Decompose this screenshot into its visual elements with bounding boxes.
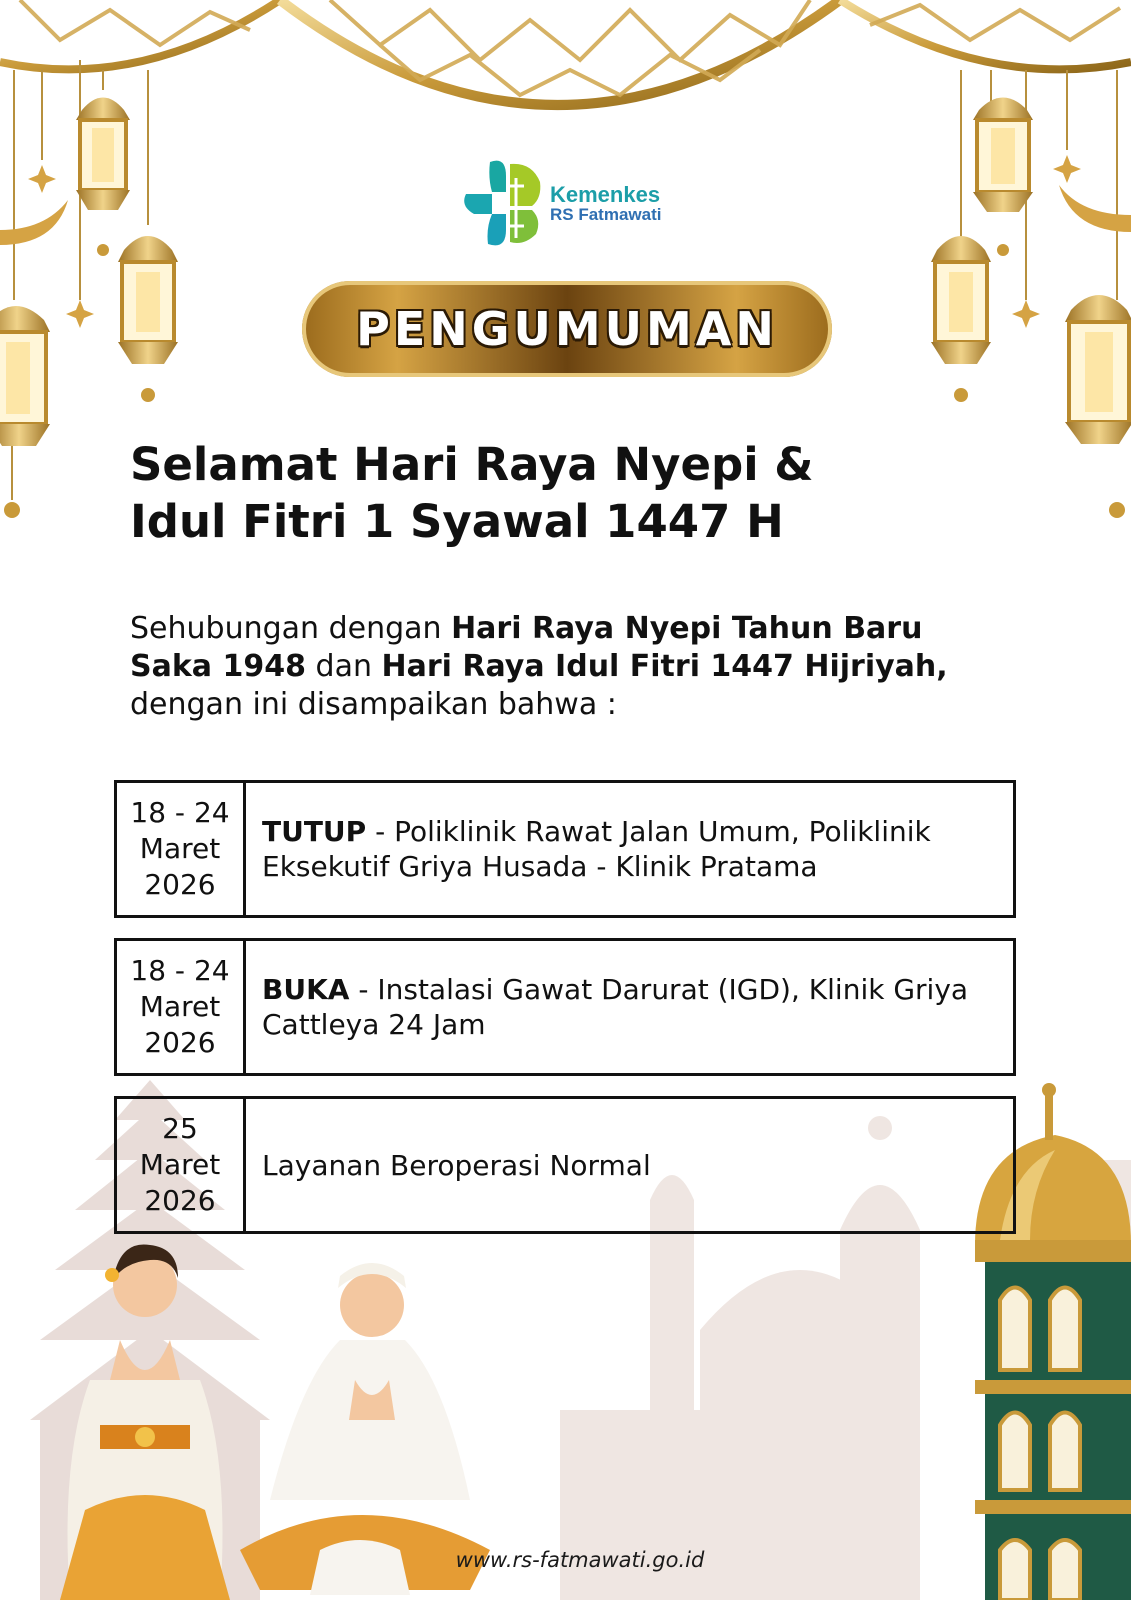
date-day: 25	[162, 1112, 198, 1145]
schedule-row-open	[114, 938, 1016, 1076]
intro-paragraph	[130, 610, 960, 724]
schedule-date	[117, 941, 246, 1073]
date-range: 18 - 24	[130, 796, 230, 829]
schedule-text: - Instalasi Gawat Darurat (IGD), Klinik Griya Cattleya 24 Jam	[262, 973, 969, 1041]
date-year: 2026	[144, 868, 216, 901]
schedule-row-normal	[114, 1096, 1016, 1234]
date-year: 2026	[144, 1026, 216, 1059]
schedule-date	[117, 783, 246, 915]
date-month: Maret	[139, 832, 221, 865]
right-lanterns-decoration	[931, 0, 1131, 540]
headline-line-1: Selamat Hari Raya Nyepi &	[130, 438, 814, 491]
health-cross-logo-icon	[462, 158, 546, 248]
announcement-banner	[302, 281, 832, 377]
intro-bold-idul-fitri: Hari Raya Idul Fitri 1447 Hijriyah,	[381, 649, 948, 684]
website-url[interactable]: www.rs-fatmawati.go.id	[455, 1548, 705, 1572]
date-range: 18 - 24	[130, 954, 230, 987]
intro-bold-nyepi: Hari Raya Nyepi Tahun Baru Saka 1948	[130, 611, 923, 684]
headline-line-2: Idul Fitri 1 Syawal 1447 H	[130, 495, 784, 548]
date-month: Maret	[139, 1148, 221, 1181]
date-year: 2026	[144, 1184, 216, 1217]
schedule-description	[246, 941, 1013, 1073]
schedule-description	[246, 1099, 1013, 1231]
date-month: Maret	[139, 990, 221, 1023]
kemenkes-logo	[462, 158, 672, 248]
balinese-man-figure	[240, 1263, 490, 1595]
schedule-row-closed	[114, 780, 1016, 918]
schedule-date	[117, 1099, 246, 1231]
intro-text-1: Sehubungan dengan	[130, 611, 452, 646]
schedule-text: - Poliklinik Rawat Jalan Umum, Poliklinik Eksekutif Griya Husada - Klinik Pratama	[262, 815, 931, 883]
schedule-description	[246, 783, 1013, 915]
status-label: TUTUP	[262, 815, 367, 848]
balinese-woman-figure	[60, 1244, 230, 1600]
banner-label: PENGUMUMAN	[356, 302, 778, 356]
intro-text-3: dengan ini disampaikan bahwa :	[130, 687, 617, 722]
logo-subtitle: RS Fatmawati	[550, 204, 662, 224]
status-label: BUKA	[262, 973, 350, 1006]
schedule-text: Layanan Beroperasi Normal	[262, 1148, 651, 1182]
intro-text-2: dan	[306, 649, 382, 684]
headline	[130, 436, 930, 550]
logo-title: Kemenkes	[550, 181, 661, 207]
